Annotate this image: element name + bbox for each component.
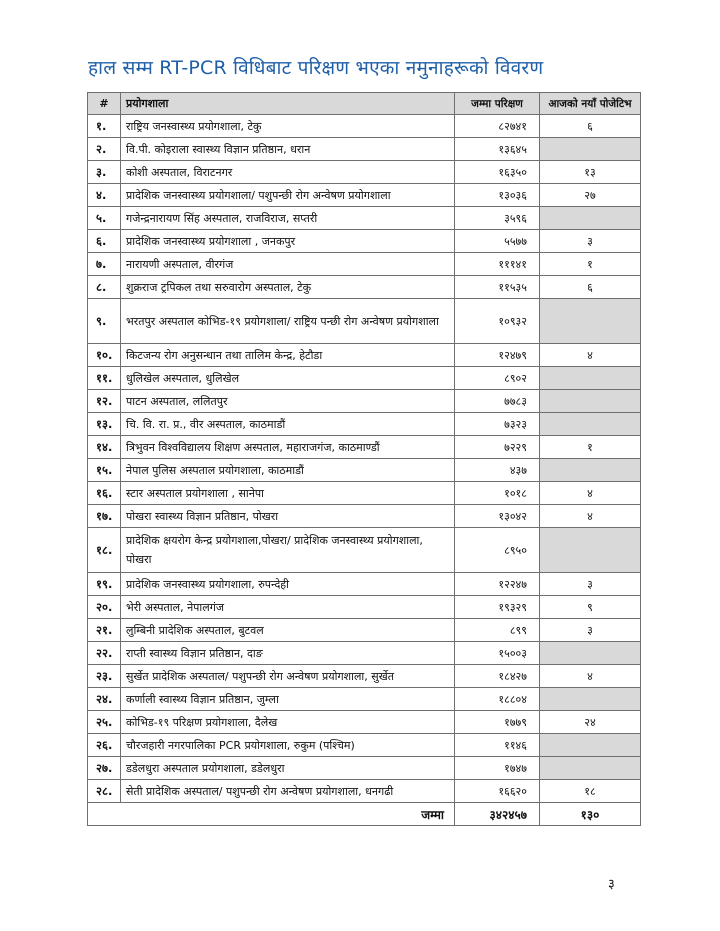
- total-tests: १२२४७: [455, 573, 540, 596]
- table-row: [88, 413, 641, 436]
- table-row: [88, 253, 641, 276]
- new-positive: ९: [540, 596, 641, 619]
- total-tests: १०१८: [455, 482, 540, 505]
- table-row: [88, 115, 641, 138]
- row-number: १.: [88, 115, 121, 138]
- row-number: २.: [88, 138, 121, 161]
- total-tests: ७२२९: [455, 436, 540, 459]
- new-positive: [540, 138, 641, 161]
- page-number: ३: [608, 877, 615, 892]
- row-number: ४.: [88, 184, 121, 207]
- total-tests: ८९५०: [455, 528, 540, 573]
- total-tests: १३०३६: [455, 184, 540, 207]
- row-number: १७.: [88, 505, 121, 528]
- lab-name: प्रादेशिक जनस्वास्थ्य प्रयोगशाला/ पशुपन्छी रोग अन्वेषण प्रयोगशाला: [121, 184, 455, 207]
- new-positive: ४: [540, 505, 641, 528]
- row-number: १२.: [88, 390, 121, 413]
- table-row: [88, 573, 641, 596]
- row-number: ११.: [88, 367, 121, 390]
- new-positive: १: [540, 436, 641, 459]
- lab-name: चौरजहारी नगरपालिका PCR प्रयोगशाला, रुकुम (पश्चिम): [121, 734, 455, 757]
- total-tests: १६३५०: [455, 161, 540, 184]
- row-number: २८.: [88, 780, 121, 803]
- header-num: #: [88, 93, 121, 115]
- total-tests: १३६४५: [455, 138, 540, 161]
- table-row: [88, 665, 641, 688]
- table-row: [88, 367, 641, 390]
- total-tests: १६६२०: [455, 780, 540, 803]
- new-positive: ६: [540, 276, 641, 299]
- lab-name: नारायणी अस्पताल, वीरगंज: [121, 253, 455, 276]
- total-tests: १७७९: [455, 711, 540, 734]
- new-positive: ३: [540, 230, 641, 253]
- new-positive: ३: [540, 619, 641, 642]
- total-tests: १११४१: [455, 253, 540, 276]
- table-row: [88, 161, 641, 184]
- row-number: ७.: [88, 253, 121, 276]
- lab-name: किटजन्य रोग अनुसन्धान तथा तालिम केन्द्र, हेटौडा: [121, 344, 455, 367]
- new-positive: [540, 207, 641, 230]
- row-number: ३.: [88, 161, 121, 184]
- total-tests: ८९९: [455, 619, 540, 642]
- table-row: [88, 711, 641, 734]
- row-number: २६.: [88, 734, 121, 757]
- row-number: २०.: [88, 596, 121, 619]
- new-positive: [540, 459, 641, 482]
- total-tests: ८९०२: [455, 367, 540, 390]
- lab-name: सेती प्रादेशिक अस्पताल/ पशुपन्छी रोग अन्वेषण प्रयोगशाला, धनगढी: [121, 780, 455, 803]
- lab-name: लुम्बिनी प्रादेशिक अस्पताल, बुटवल: [121, 619, 455, 642]
- row-number: ९.: [88, 299, 121, 344]
- row-number: २३.: [88, 665, 121, 688]
- new-positive: १३: [540, 161, 641, 184]
- table-row: [88, 230, 641, 253]
- lab-name: डडेलधुरा अस्पताल प्रयोगशाला, डडेलधुरा: [121, 757, 455, 780]
- row-number: ६.: [88, 230, 121, 253]
- table-row: [88, 344, 641, 367]
- lab-name: नेपाल पुलिस अस्पताल प्रयोगशाला, काठमाडौं: [121, 459, 455, 482]
- new-positive: [540, 367, 641, 390]
- new-positive: [540, 642, 641, 665]
- table-row: [88, 528, 641, 573]
- lab-name: पाटन अस्पताल, ललितपुर: [121, 390, 455, 413]
- lab-name: वि.पी. कोइराला स्वास्थ्य विज्ञान प्रतिष्ठान, धरान: [121, 138, 455, 161]
- lab-name: शुक्रराज ट्रपिकल तथा सरुवारोग अस्पताल, टेकु: [121, 276, 455, 299]
- new-positive: ४: [540, 482, 641, 505]
- new-positive: ३: [540, 573, 641, 596]
- table-row: [88, 390, 641, 413]
- table-body: [88, 115, 641, 826]
- row-number: १९.: [88, 573, 121, 596]
- row-number: १४.: [88, 436, 121, 459]
- row-number: २१.: [88, 619, 121, 642]
- row-number: २२.: [88, 642, 121, 665]
- lab-name: त्रिभुवन विश्वविद्यालय शिक्षण अस्पताल, महाराजगंज, काठमाण्डौं: [121, 436, 455, 459]
- table-row: [88, 207, 641, 230]
- total-tests: १९३२९: [455, 596, 540, 619]
- total-tests: ११४६: [455, 734, 540, 757]
- new-positive: [540, 734, 641, 757]
- total-tests: १२४७९: [455, 344, 540, 367]
- row-number: १६.: [88, 482, 121, 505]
- lab-name: भेरी अस्पताल, नेपालगंज: [121, 596, 455, 619]
- table-row: [88, 138, 641, 161]
- lab-name: भरतपुर अस्पताल कोभिड-१९ प्रयोगशाला/ राष्ट्रिय पन्छी रोग अन्वेषण प्रयोगशाला: [121, 299, 455, 344]
- total-tests: ११५३५: [455, 276, 540, 299]
- new-positive: ६: [540, 115, 641, 138]
- total-tests: ८२७४१: [455, 115, 540, 138]
- new-positive: २७: [540, 184, 641, 207]
- table-row: [88, 642, 641, 665]
- new-positive: ४: [540, 665, 641, 688]
- total-tests: ५५७७: [455, 230, 540, 253]
- lab-name: प्रादेशिक जनस्वास्थ्य प्रयोगशाला , जनकपुर: [121, 230, 455, 253]
- total-tests: १०९३२: [455, 299, 540, 344]
- table-row: [88, 734, 641, 757]
- new-positive: [540, 688, 641, 711]
- table-row: [88, 780, 641, 803]
- total-tests: ७३२३: [455, 413, 540, 436]
- table-row: [88, 757, 641, 780]
- row-number: २५.: [88, 711, 121, 734]
- totals-row: [88, 803, 641, 826]
- lab-name: कोभिड-१९ परिक्षण प्रयोगशाला, दैलेख: [121, 711, 455, 734]
- new-positive: १८: [540, 780, 641, 803]
- table-row: [88, 276, 641, 299]
- table-row: [88, 299, 641, 344]
- lab-name: राष्ट्रिय जनस्वास्थ्य प्रयोगशाला, टेकु: [121, 115, 455, 138]
- header-positive: आजको नयाँ पोजेटिभ: [540, 93, 641, 115]
- lab-name: प्रादेशिक क्षयरोग केन्द्र प्रयोगशाला,पोखरा/ प्रादेशिक जनस्वास्थ्य प्रयोगशाला, पोखरा: [121, 528, 455, 573]
- new-positive: ४: [540, 344, 641, 367]
- header-total: जम्मा परिक्षण: [455, 93, 540, 115]
- lab-name: कर्णाली स्वास्थ्य विज्ञान प्रतिष्ठान, जुम्ला: [121, 688, 455, 711]
- header-lab: प्रयोगशाला: [121, 93, 455, 115]
- table-row: [88, 596, 641, 619]
- row-number: ५.: [88, 207, 121, 230]
- table-row: [88, 482, 641, 505]
- totals-total: ३४२४५७: [455, 803, 540, 826]
- total-tests: १८४२७: [455, 665, 540, 688]
- totals-positive: १३०: [540, 803, 641, 826]
- lab-name: प्रादेशिक जनस्वास्थ्य प्रयोगशाला, रुपन्देही: [121, 573, 455, 596]
- lab-name: पोखरा स्वास्थ्य विज्ञान प्रतिष्ठान, पोखरा: [121, 505, 455, 528]
- lab-name: सुर्खेत प्रादेशिक अस्पताल/ पशुपन्छी रोग अन्वेषण प्रयोगशाला, सुर्खेत: [121, 665, 455, 688]
- row-number: १८.: [88, 528, 121, 573]
- table-row: [88, 505, 641, 528]
- lab-table: [87, 92, 641, 826]
- new-positive: १: [540, 253, 641, 276]
- lab-name: चि. वि. रा. प्र., वीर अस्पताल, काठमाडौं: [121, 413, 455, 436]
- totals-label: जम्मा: [88, 803, 455, 826]
- total-tests: १८८०४: [455, 688, 540, 711]
- row-number: १०.: [88, 344, 121, 367]
- new-positive: [540, 757, 641, 780]
- lab-name: धुलिखेल अस्पताल, धुलिखेल: [121, 367, 455, 390]
- lab-name: राप्ती स्वास्थ्य विज्ञान प्रतिष्ठान, दाङ: [121, 642, 455, 665]
- new-positive: [540, 528, 641, 573]
- table-header-row: [88, 93, 641, 115]
- table-row: [88, 619, 641, 642]
- table-row: [88, 436, 641, 459]
- lab-name: स्टार अस्पताल प्रयोगशाला , सानेपा: [121, 482, 455, 505]
- total-tests: ३५९६: [455, 207, 540, 230]
- row-number: २४.: [88, 688, 121, 711]
- lab-name: गजेन्द्रनारायण सिंह अस्पताल, राजविराज, सप्तरी: [121, 207, 455, 230]
- page-title: हाल सम्म RT-PCR विधिबाट परिक्षण भएका नमुनाहरूको विवरण: [88, 57, 544, 79]
- new-positive: २४: [540, 711, 641, 734]
- total-tests: ४३७: [455, 459, 540, 482]
- total-tests: ७७८३: [455, 390, 540, 413]
- row-number: १३.: [88, 413, 121, 436]
- total-tests: १५००३: [455, 642, 540, 665]
- row-number: ८.: [88, 276, 121, 299]
- total-tests: १७४७: [455, 757, 540, 780]
- row-number: २७.: [88, 757, 121, 780]
- total-tests: १३०४२: [455, 505, 540, 528]
- table-row: [88, 459, 641, 482]
- new-positive: [540, 299, 641, 344]
- table-row: [88, 184, 641, 207]
- new-positive: [540, 390, 641, 413]
- new-positive: [540, 413, 641, 436]
- row-number: १५.: [88, 459, 121, 482]
- table-row: [88, 688, 641, 711]
- lab-name: कोशी अस्पताल, विराटनगर: [121, 161, 455, 184]
